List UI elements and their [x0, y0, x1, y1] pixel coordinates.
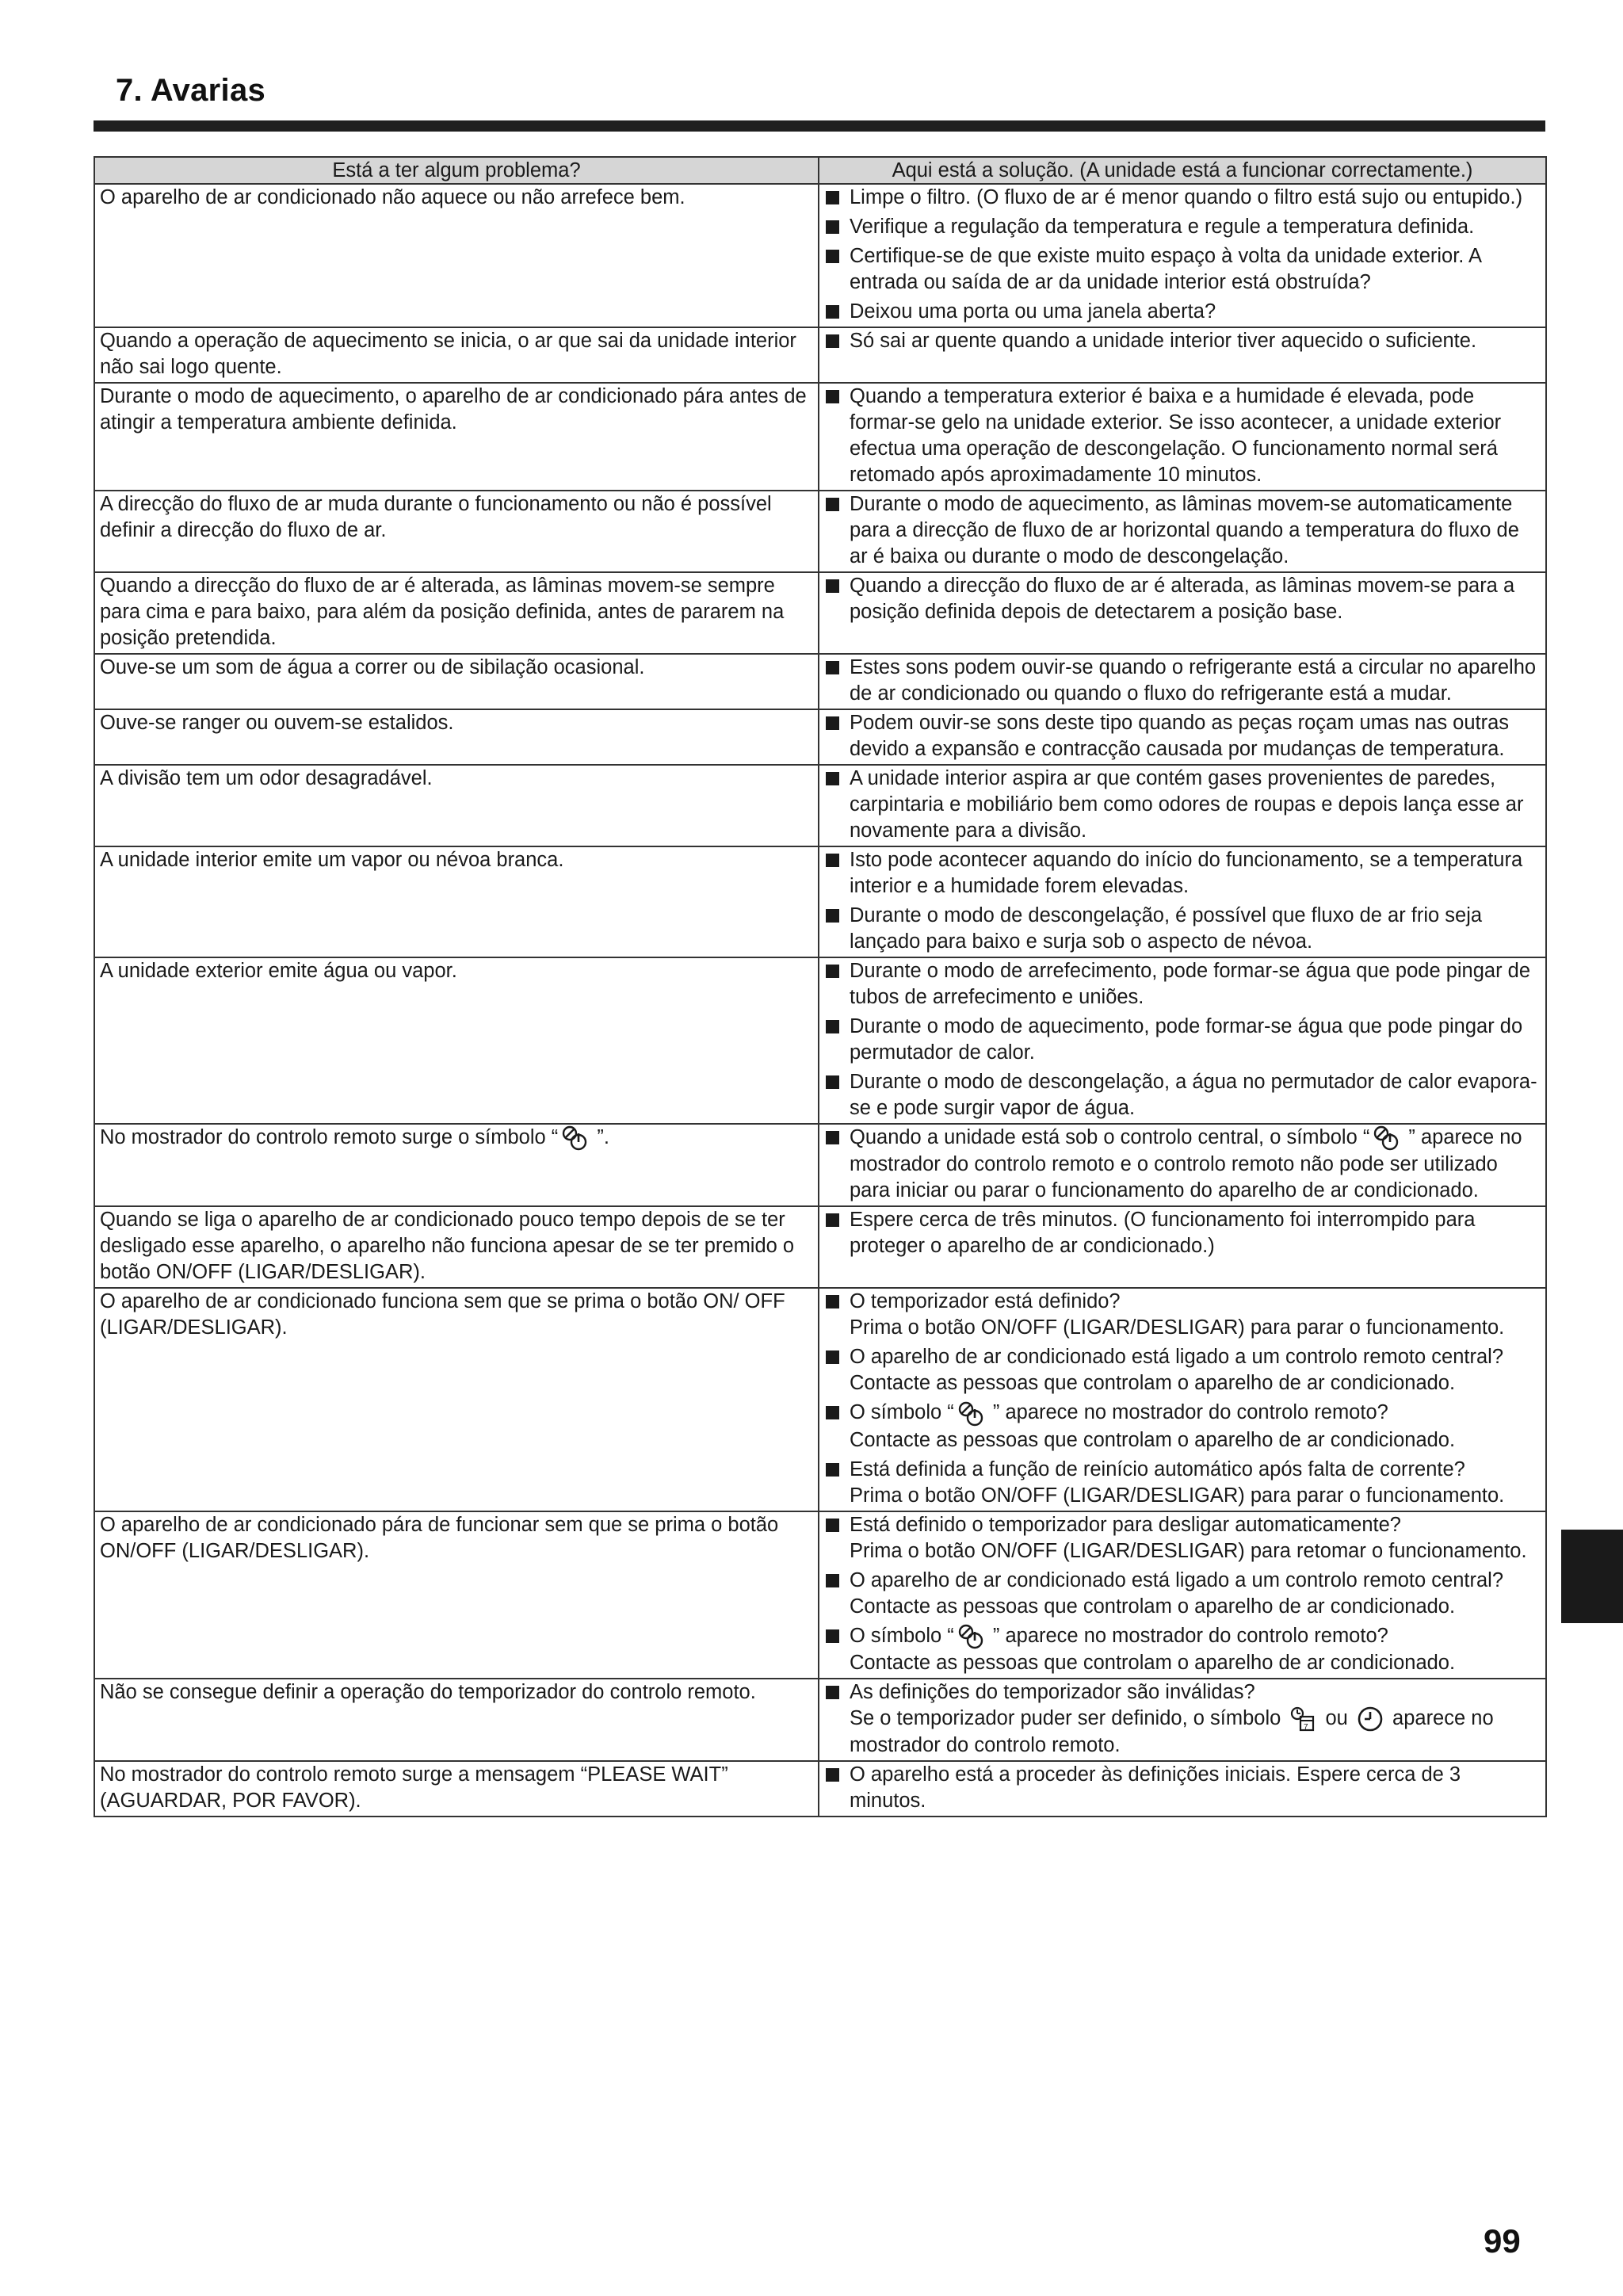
- problem-cell: Ouve-se ranger ou ouvem-se estalidos.: [94, 709, 819, 765]
- solution-question: O aparelho de ar condicionado está ligado a um controlo remoto central?: [850, 1568, 1504, 1591]
- solution-item: A unidade interior aspira ar que contém gases provenientes de paredes, carpintaria e mobiliário bem como odores de roupas e depois lança esse ar novamente para a divisão.: [824, 766, 1541, 844]
- solution-cell: [819, 1761, 1546, 1817]
- solution-item: Durante o modo de aquecimento, pode formar-se água que pode pingar do permutador de calor.: [824, 1014, 1541, 1066]
- troubleshooting-table: [94, 156, 1547, 1817]
- problem-cell: [94, 1124, 819, 1206]
- solution-item: Durante o modo de aquecimento, as lâminas movem-se automaticamente para a direcção de fluxo de ar horizontal quando a temperatura do fluxo de ar é baixa ou durante o modo de descongelação.: [824, 491, 1541, 570]
- problem-cell: A unidade interior emite um vapor ou névoa branca.: [94, 846, 819, 957]
- table-row: [94, 1679, 1546, 1761]
- page-title: 7. Avarias: [116, 73, 266, 108]
- solution-item: Espere cerca de três minutos. (O funcionamento foi interrompido para proteger o aparelho de ar condicionado.): [824, 1207, 1541, 1259]
- solution-item: Verifique a regulação da temperatura e regule a temperatura definida.: [824, 214, 1541, 240]
- table-row: [94, 1761, 1546, 1817]
- problem-cell: O aparelho de ar condicionado funciona sem que se prima o botão ON/ OFF (LIGAR/DESLIGAR).: [94, 1288, 819, 1511]
- problem-cell: A divisão tem um odor desagradável.: [94, 765, 819, 846]
- solution-item: [824, 1568, 1541, 1620]
- problem-cell: O aparelho de ar condicionado pára de funcionar sem que se prima o botão ON/OFF (LIGAR/DESLIGAR).: [94, 1511, 819, 1679]
- solution-answer: Contacte as pessoas que controlam o aparelho de ar condicionado.: [850, 1651, 1456, 1674]
- solution-question-before: O símbolo “: [850, 1401, 954, 1424]
- solution-item: Estes sons podem ouvir-se quando o refrigerante está a circular no aparelho de ar condicionado ou quando o fluxo do refrigerante está a mudar.: [824, 655, 1541, 707]
- problem-cell: Quando se liga o aparelho de ar condicionado pouco tempo depois de se ter desligado esse aparelho, o aparelho não funciona apesar de se ter premido o botão ON/OFF (LIGAR/DESLIGAR).: [94, 1206, 819, 1288]
- solution-cell: [819, 957, 1546, 1124]
- table-header-row: [94, 157, 1546, 184]
- header-problem: Está a ter algum problema?: [94, 157, 819, 184]
- solution-cell: [819, 1206, 1546, 1288]
- solution-cell: [819, 1679, 1546, 1761]
- solution-item: Isto pode acontecer aquando do início do funcionamento, se a temperatura interior e a humidade forem elevadas.: [824, 847, 1541, 900]
- solution-answer: Contacte as pessoas que controlam o aparelho de ar condicionado.: [850, 1372, 1456, 1395]
- solution-cell: [819, 1124, 1546, 1206]
- solution-item: Só sai ar quente quando a unidade interior tiver aquecido o suficiente.: [824, 328, 1541, 354]
- solution-cell: [819, 654, 1546, 709]
- problem-cell: A direcção do fluxo de ar muda durante o funcionamento ou não é possível definir a direcção do fluxo de ar.: [94, 491, 819, 572]
- solution-question-after: ” aparece no mostrador do controlo remoto?: [987, 1401, 1388, 1424]
- table-row: [94, 654, 1546, 709]
- solution-item: Durante o modo de descongelação, a água no permutador de calor evapora-se e pode surgir vapor de água.: [824, 1069, 1541, 1121]
- solution-item: Certifique-se de que existe muito espaço à volta da unidade exterior. A entrada ou saída de ar da unidade interior está obstruída?: [824, 243, 1541, 296]
- solution-item: [824, 1457, 1541, 1509]
- solution-answer-mid: ou: [1319, 1706, 1354, 1729]
- chapter-side-tab: [1561, 1530, 1623, 1623]
- solution-item: Limpe o filtro. (O fluxo de ar é menor quando o filtro está sujo ou entupido.): [824, 185, 1541, 211]
- solution-answer: Prima o botão ON/OFF (LIGAR/DESLIGAR) para parar o funcionamento.: [850, 1316, 1505, 1339]
- header-solution: Aqui está a solução. (A unidade está a funcionar correctamente.): [819, 157, 1546, 184]
- solution-item: [824, 1400, 1541, 1453]
- solution-cell: [819, 383, 1546, 491]
- solution-question-before: O símbolo “: [850, 1624, 954, 1647]
- solution-item: Quando a temperatura exterior é baixa e a humidade é elevada, pode formar-se gelo na unidade exterior. Se isso acontecer, a unidade exterior efectua uma operação de descongelação. O funcionamento normal será retomado após aproximadamente 10 minutos.: [824, 384, 1541, 488]
- page-number: 99: [1484, 2222, 1521, 2260]
- problem-cell: No mostrador do controlo remoto surge a mensagem “PLEASE WAIT” (AGUARDAR, POR FAVOR).: [94, 1761, 819, 1817]
- solution-cell: [819, 709, 1546, 765]
- solution-answer: Contacte as pessoas que controlam o aparelho de ar condicionado.: [850, 1428, 1456, 1451]
- svg-text:7: 7: [1304, 1723, 1308, 1733]
- central-control-icon: [957, 1623, 984, 1650]
- solution-cell: [819, 327, 1546, 383]
- solution-answer-before: Se o temporizador puder ser definido, o símbolo: [850, 1706, 1287, 1729]
- solution-question: As definições do temporizador são inválidas?: [850, 1680, 1255, 1703]
- solution-question: O temporizador está definido?: [850, 1290, 1121, 1313]
- table-row: [94, 765, 1546, 846]
- problem-cell: Não se consegue definir a operação do temporizador do controlo remoto.: [94, 1679, 819, 1761]
- solution-item: [824, 1679, 1541, 1759]
- table-row: [94, 1124, 1546, 1206]
- solution-item: [824, 1512, 1541, 1564]
- clock-icon: [1357, 1706, 1384, 1733]
- solution-item: Durante o modo de descongelação, é possível que fluxo de ar frio seja lançado para baixo e surja sob o aspecto de névoa.: [824, 903, 1541, 955]
- solution-cell: [819, 572, 1546, 654]
- table-row: [94, 957, 1546, 1124]
- solution-cell: [819, 1511, 1546, 1679]
- problem-cell: A unidade exterior emite água ou vapor.: [94, 957, 819, 1124]
- table-row: [94, 1511, 1546, 1679]
- table-row: [94, 709, 1546, 765]
- central-control-icon: [1373, 1125, 1400, 1152]
- timer-setting-icon: [1289, 1706, 1316, 1733]
- central-control-icon: [957, 1400, 984, 1427]
- solution-item: Deixou uma porta ou uma janela aberta?: [824, 299, 1541, 325]
- solution-item: [824, 1125, 1541, 1204]
- solution-item: Durante o modo de arrefecimento, pode formar-se água que pode pingar de tubos de arrefecimento e uniões.: [824, 958, 1541, 1010]
- solution-cell: [819, 491, 1546, 572]
- solution-answer-after: aparece no mostrador do controlo remoto.: [850, 1706, 1494, 1757]
- solution-item: Podem ouvir-se sons deste tipo quando as peças roçam umas nas outras devido a expansão e contracção causada por mudanças de temperatura.: [824, 710, 1541, 762]
- table-row: [94, 1206, 1546, 1288]
- problem-cell: Ouve-se um som de água a correr ou de sibilação ocasional.: [94, 654, 819, 709]
- solution-answer: Prima o botão ON/OFF (LIGAR/DESLIGAR) para parar o funcionamento.: [850, 1484, 1505, 1507]
- solution-text-after: ” aparece no mostrador do controlo remoto e o controlo remoto não pode ser utilizado para iniciar ou parar o funcionamento do aparelho de ar condicionado.: [850, 1126, 1522, 1202]
- solution-answer: Contacte as pessoas que controlam o aparelho de ar condicionado.: [850, 1595, 1456, 1618]
- table-row: [94, 1288, 1546, 1511]
- solution-text-before: Quando a unidade está sob o controlo central, o símbolo “: [850, 1126, 1370, 1148]
- solution-question: O aparelho de ar condicionado está ligado a um controlo remoto central?: [850, 1346, 1504, 1369]
- table-row: [94, 491, 1546, 572]
- table-row: [94, 846, 1546, 957]
- solution-cell: [819, 184, 1546, 327]
- problem-cell: O aparelho de ar condicionado não aquece ou não arrefece bem.: [94, 184, 819, 327]
- table-row: [94, 184, 1546, 327]
- solution-item: Quando a direcção do fluxo de ar é alterada, as lâminas movem-se para a posição definida depois de detectarem a posição base.: [824, 573, 1541, 625]
- solution-item: [824, 1344, 1541, 1396]
- problem-text-before: No mostrador do controlo remoto surge o símbolo “: [100, 1126, 559, 1148]
- solution-cell: [819, 1288, 1546, 1511]
- solution-cell: [819, 846, 1546, 957]
- solution-question: Está definida a função de reinício automático após falta de corrente?: [850, 1457, 1465, 1480]
- solution-answer: Prima o botão ON/OFF (LIGAR/DESLIGAR) para retomar o funcionamento.: [850, 1539, 1527, 1562]
- problem-cell: Durante o modo de aquecimento, o aparelho de ar condicionado pára antes de atingir a temperatura ambiente definida.: [94, 383, 819, 491]
- solution-question-after: ” aparece no mostrador do controlo remoto?: [987, 1624, 1388, 1647]
- problem-cell: Quando a direcção do fluxo de ar é alterada, as lâminas movem-se sempre para cima e para baixo, para além da posição definida, antes de pararem na posição pretendida.: [94, 572, 819, 654]
- problem-text-after: ”.: [591, 1126, 609, 1148]
- solution-question: Está definido o temporizador para desligar automaticamente?: [850, 1513, 1401, 1536]
- table-row: [94, 383, 1546, 491]
- table-row: [94, 327, 1546, 383]
- solution-item: [824, 1623, 1541, 1676]
- table-row: [94, 572, 1546, 654]
- solution-item: [824, 1289, 1541, 1341]
- solution-item: O aparelho está a proceder às definições iniciais. Espere cerca de 3 minutos.: [824, 1762, 1541, 1814]
- solution-answer: [850, 1706, 1541, 1759]
- title-rule: [94, 120, 1545, 132]
- central-control-icon: [561, 1125, 588, 1152]
- problem-cell: Quando a operação de aquecimento se inicia, o ar que sai da unidade interior não sai logo quente.: [94, 327, 819, 383]
- solution-cell: [819, 765, 1546, 846]
